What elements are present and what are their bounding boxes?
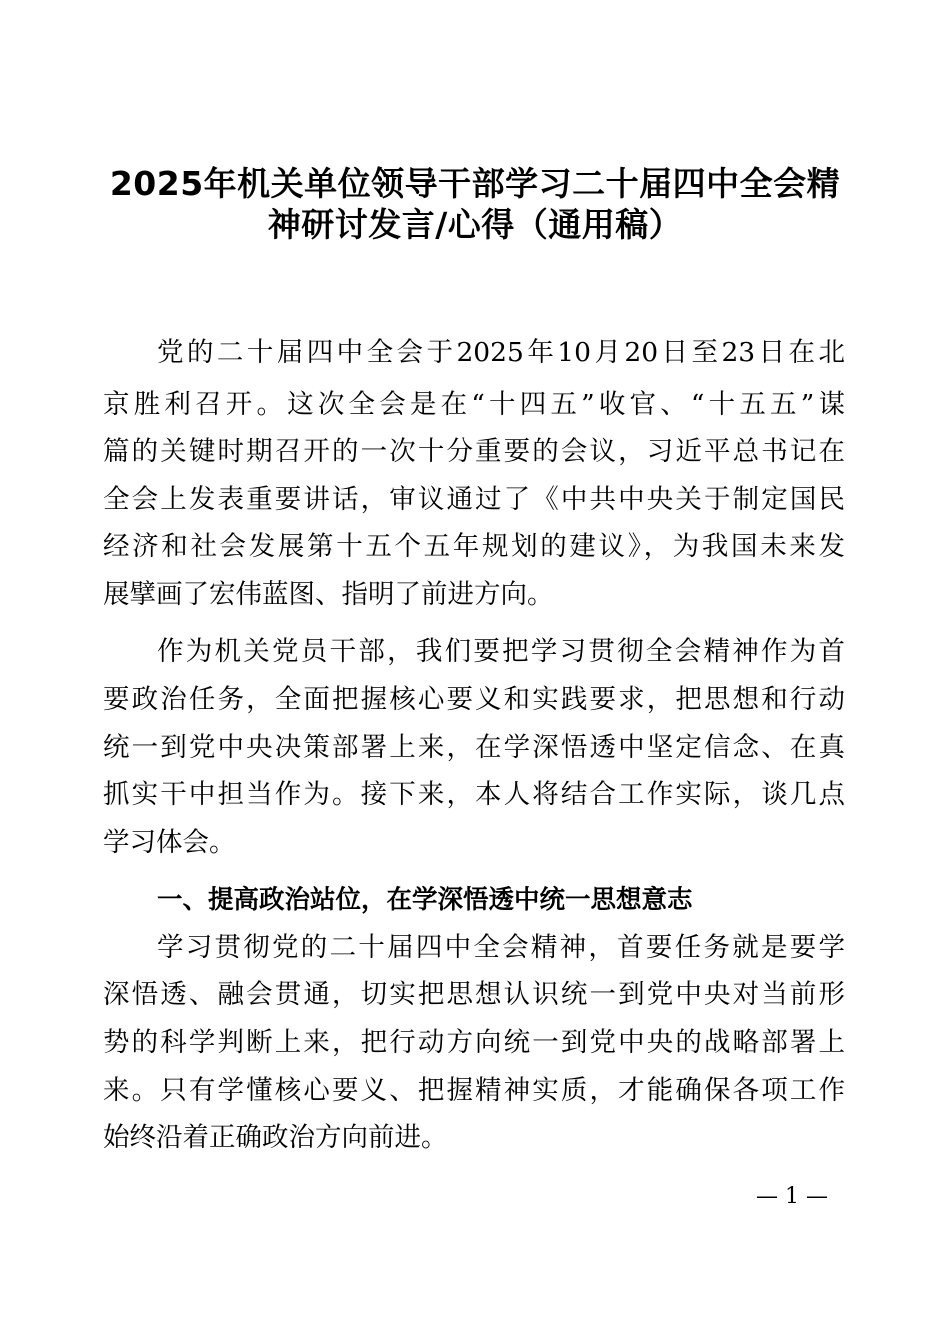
- paragraph-line: 作为机关党员干部，我们要把学习贯彻全会精神作为首: [157, 636, 845, 667]
- paragraph-line: 展擘画了宏伟蓝图、指明了前进方向。: [103, 579, 554, 610]
- paragraph-line: 学习贯彻党的二十届四中全会精神，首要任务就是要学: [157, 932, 845, 963]
- paragraph-line: 抓实干中担当作为。接下来，本人将结合工作实际，谈几点: [103, 779, 845, 810]
- section-heading: 一、提高政治站位，在学深悟透中统一思想意志: [157, 885, 693, 915]
- paragraph-line: 统一到党中央决策部署上来，在学深悟透中坚定信念、在真: [103, 732, 845, 763]
- paragraph-line: 始终沿着正确政治方向前进。: [103, 1122, 448, 1153]
- paragraph-line: 京胜利召开。这次全会是在“十四五”收官、“十五五”谋: [103, 389, 845, 420]
- paragraph-line: 学习体会。: [103, 827, 236, 858]
- paragraph-line: 深悟透、融会贯通，切实把思想认识统一到党中央对当前形: [103, 979, 845, 1010]
- paragraph-line: 势的科学判断上来，把行动方向统一到党中央的战略部署上: [103, 1027, 845, 1058]
- document-title-line-1: 2025年机关单位领导干部学习二十届四中全会精: [109, 164, 841, 203]
- paragraph-line: 经济和社会发展第十五个五年规划的建议》，为我国未来发: [103, 531, 845, 562]
- paragraph-line: 来。只有学懂核心要义、把握精神实质，才能确保各项工作: [103, 1075, 845, 1106]
- page-number: — 1 —: [756, 1184, 828, 1209]
- paragraph-line: 要政治任务，全面把握核心要义和实践要求，把思想和行动: [103, 684, 845, 715]
- paragraph-line: 全会上发表重要讲话，审议通过了《中共中央关于制定国民: [103, 484, 845, 515]
- paragraph-line: 篇的关键时期召开的一次十分重要的会议，习近平总书记在: [103, 436, 845, 467]
- paragraph-line: 党的二十届四中全会于2025年10月20日至23日在北: [157, 337, 845, 368]
- document-title-line-2: 神研讨发言/心得（通用稿）: [267, 205, 683, 244]
